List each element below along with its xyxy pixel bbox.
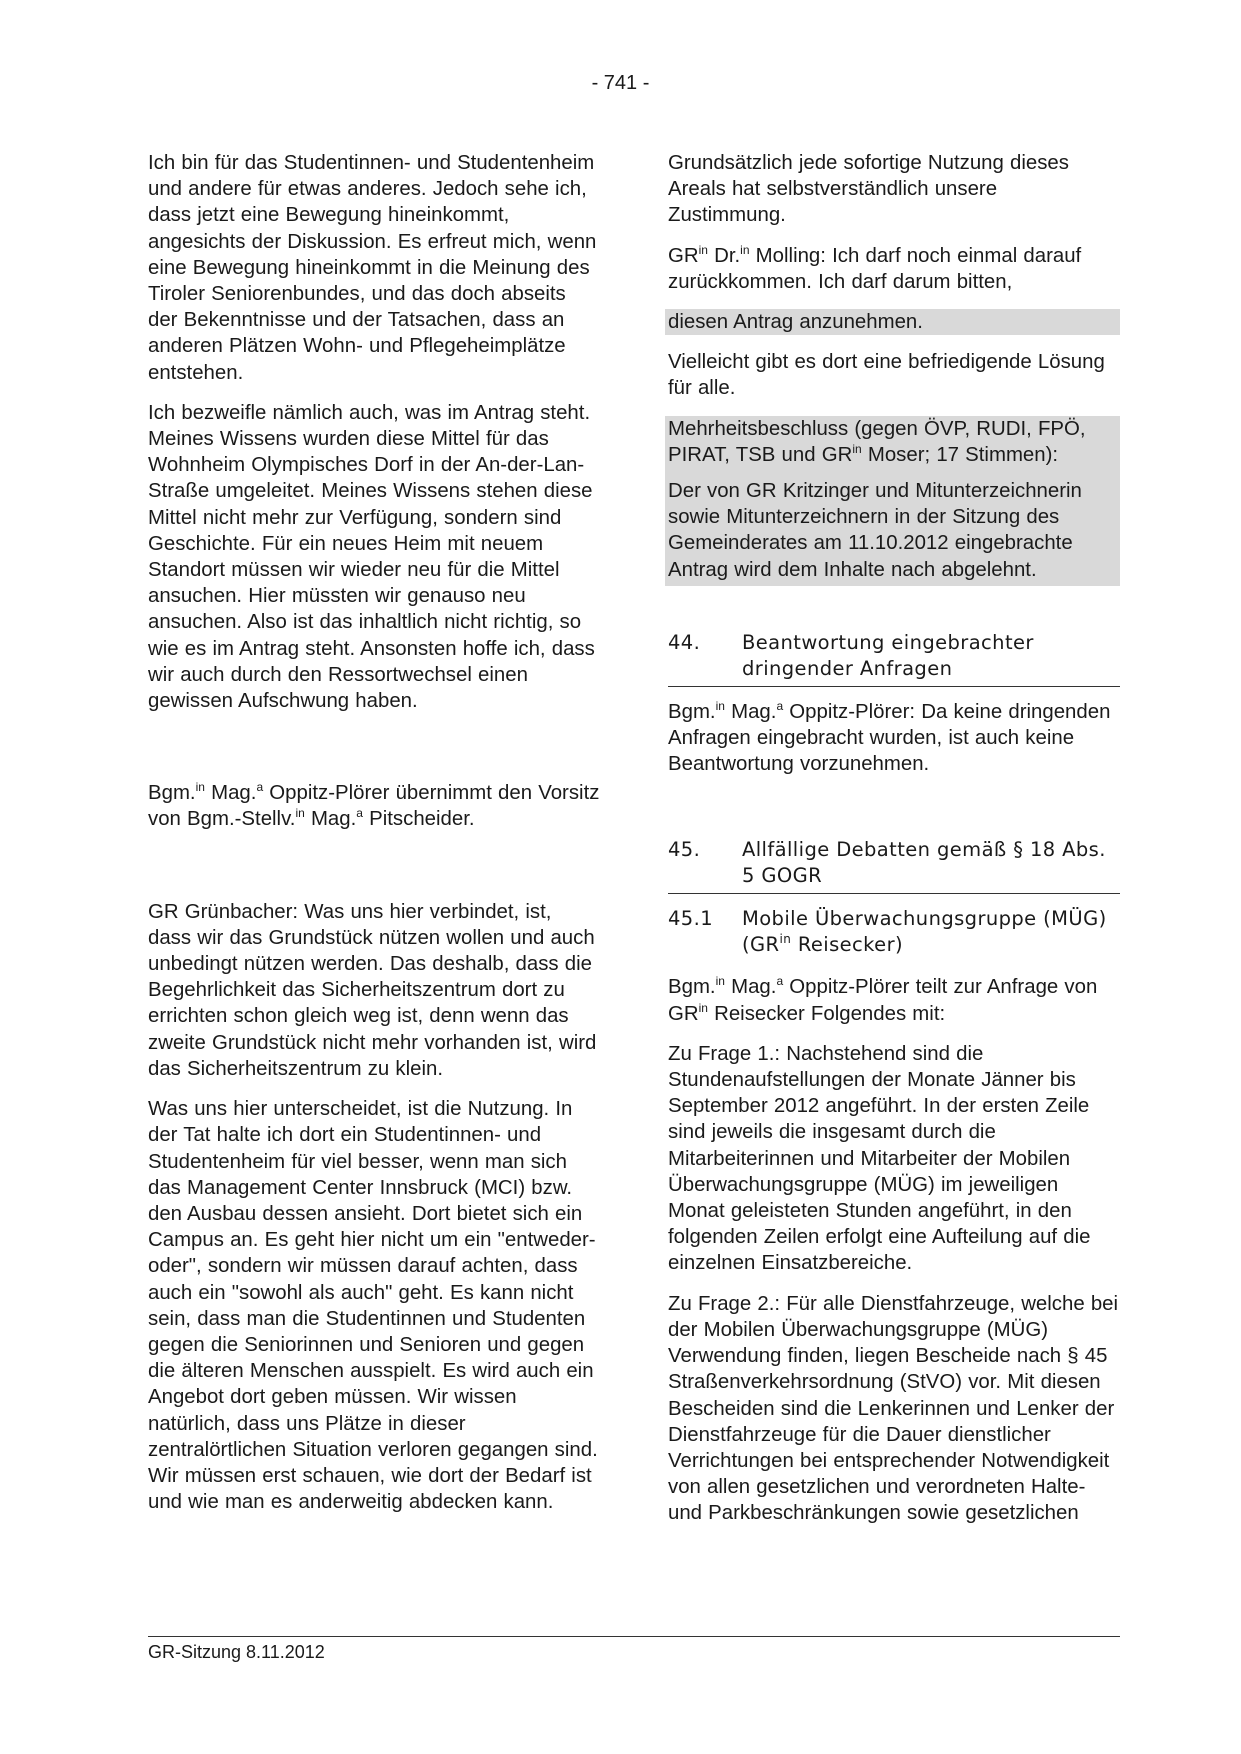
section-number: 45.1 <box>668 907 714 931</box>
footer-session-label: GR-Sitzung 8.11.2012 <box>148 1642 325 1662</box>
paragraph-gruenbacher: GR Grünbacher: Was uns hier verbindet, ist, dass wir das Grundstück nützen wollen und auch unbedingt nützen werden. Das deshalb, dass die Begehrlichkeit das Sicherheitszentrum dort zu errichten schon gleich weg ist, denn wenn das zweite Grundstück nicht mehr vorhanden ist, wird das Sicherheitszentrum zu klein. <box>148 900 597 1080</box>
page-number: - 741 - <box>591 72 650 94</box>
paragraph-nutzung: Was uns hier unterscheidet, ist die Nutzung. In der Tat halte ich dort ein Studentinnen- und Studentenheim für viel besser, wenn man sich das Management Center Innsbruck (MCI) bzw. den Ausbau dessen ansieht. Dort bietet sich ein Campus an. Es geht hier nicht um ein "entweder-oder", sondern wir müssen darauf achten, dass auch ein "sowohl als auch" geht. Es kann nicht sein, dass man die Studentinnen und Studenten gegen die Seniorinnen und Senioren und gegen die älteren Menschen ausspielt. Es wird auch ein Angebot dort geben müssen. Wir wissen natürlich, dass uns Plätze in dieser zentralörtlichen Situation verloren gegangen sind. Wir müssen erst schauen, wie dort der Bedarf ist und wie man es anderweitig abdecken kann. <box>148 1098 598 1514</box>
section-heading-45 <box>668 837 1120 894</box>
paragraph-loesung: Vielleicht gibt es dort eine befriedigende Lösung für alle. <box>668 351 1105 400</box>
paragraph-molling: $GR^{in}$ Dr.$^{in}$ Molling: Ich darf noch einmal darauf zurückkommen. Ich darf darum bitten, <box>668 242 1082 293</box>
section-heading-45-1 <box>668 906 1120 962</box>
footer-divider <box>148 1636 1120 1637</box>
paragraph-anfragen: Bgm.$^{in}$ Mag.$^a$ Oppitz-Plörer: Da keine dringenden Anfragen eingebracht wurden, ist auch keine Beantwortung vorzunehmen. <box>668 698 1111 776</box>
section-title: Beantwortung eingebrachter dringender Anfragen <box>742 630 1034 680</box>
section-title: Mobile Überwachungsgruppe (MÜG) ($GR^{in}$ Reisecker) <box>742 907 1107 957</box>
paragraph-antrag-zweifel: Ich bezweifle nämlich auch, was im Antrag steht. Meines Wissens wurden diese Mittel für das Wohnheim Olympisches Dorf in der An-der-Lan-Straße umgeleitet. Meines Wissens stehen diese Mittel nicht mehr zur Verfügung, sondern sind Geschichte. Für ein neues Heim mit neuem Standort müssen wir wieder neu für die Mittel ansuchen. Hier müssten wir genauso neu ansuchen. Also ist das inhaltlich nicht richtig, so wie es im Antrag steht. Ansonsten hoffe ich, dass wir auch durch den Ressortwechsel einen gewissen Aufschwung haben. <box>148 401 595 713</box>
section-number: 45. <box>668 838 701 862</box>
section-title: Allfällige Debatten gemäß § 18 Abs. 5 GOGR <box>742 838 1106 888</box>
paragraph-frage-1: Zu Frage 1.: Nachstehend sind die Stundenaufstellungen der Monate Jänner bis September 2012 angeführt. In der ersten Zeile sind jeweils die insgesamt durch die Mitarbeiterinnen und Mitarbeiter der Mobilen Überwachungsgruppe (MÜG) im jeweiligen Monat geleisteten Stunden angeführt, in den folgenden Zeilen erfolgt eine Aufteilung auf die einzelnen Einsatzbereiche. <box>668 1042 1091 1275</box>
beschluss-block <box>665 416 1120 586</box>
beschluss-text: Der von GR Kritzinger und Mitunterzeichnerin sowie Mitunterzeichnern in der Sitzung des Gemeinderates am 11.10.2012 eingebrachte Antrag wird dem Inhalte nach abgelehnt. <box>668 480 1082 581</box>
paragraph-vorsitz-wechsel: Bgm.$^{in}$ Mag.$^a$ Oppitz-Plörer übernimmt den Vorsitz von Bgm.-Stellv.$^{in}$ Mag.$^a$ Pitscheider. <box>148 780 600 831</box>
beschluss-result: Mehrheitsbeschluss (gegen ÖVP, RUDI, FPÖ, PIRAT, TSB und $GR^{in}$ Moser; 17 Stimmen): <box>668 417 1086 466</box>
right-column <box>668 150 1120 1541</box>
antrag-highlight: diesen Antrag anzunehmen. <box>665 309 1120 335</box>
paragraph-zustimmung: Grundsätzlich jede sofortige Nutzung dieses Areals hat selbstverständlich unsere Zustimmung. <box>668 152 1069 227</box>
section-heading-44 <box>668 630 1120 687</box>
section-number: 44. <box>668 630 701 654</box>
left-column <box>148 150 600 1529</box>
paragraph-seniorenheim: Ich bin für das Studentinnen- und Studentenheim und andere für etwas anderes. Jedoch sehe ich, dass jetzt eine Bewegung hineinkommt, angesichts der Diskussion. Es erfreut mich, wenn eine Bewegung hineinkommt in die Meinung des Tiroler Seniorenbundes, und das doch abseits der Bekenntnisse und der Tatsachen, dass an anderen Plätzen Wohn- und Pflegeheimplätze entstehen. <box>148 152 597 384</box>
paragraph-frage-2: Zu Frage 2.: Für alle Dienstfahrzeuge, welche bei der Mobilen Überwachungsgruppe (MÜG) Verwendung finden, liegen Bescheide nach § 45 Straßenverkehrsordnung (StVO) vor. Mit diesen Bescheiden sind die Lenkerinnen und Lenker der Dienstfahrzeuge für die Dauer dienstlicher Verrichtungen bei entsprechender Notwendigkeit von allen gesetzlichen und verordneten Halte- und Parkbeschränkungen sowie gesetzlichen <box>668 1292 1119 1525</box>
paragraph-anfrage-reisecker: Bgm.$^{in}$ Mag.$^a$ Oppitz-Plörer teilt zur Anfrage von $GR^{in}$ Reisecker Folgendes mit: <box>668 974 1098 1025</box>
